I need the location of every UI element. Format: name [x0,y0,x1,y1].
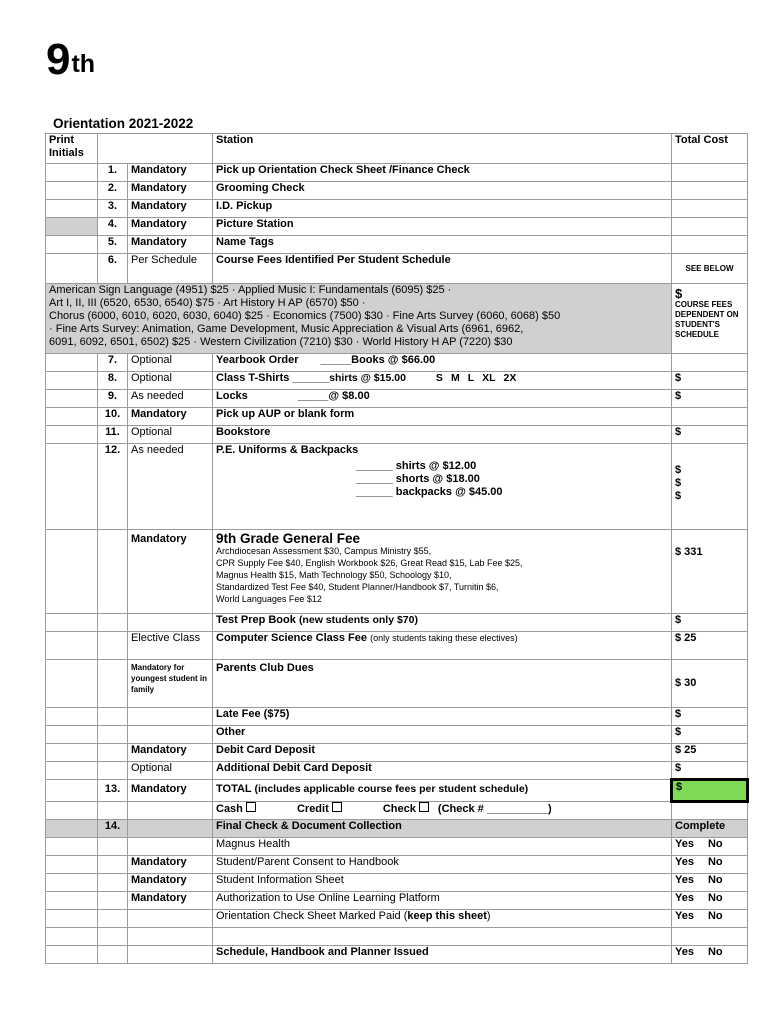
table-row: 5. Mandatory Name Tags [46,236,748,254]
table-row: Other $ [46,726,748,744]
initials-cell[interactable] [46,164,98,182]
initials-cell[interactable] [46,218,98,236]
initials-cell[interactable] [46,372,98,390]
cash-option[interactable]: Cash [216,803,256,815]
initials-cell[interactable] [46,780,98,802]
initials-cell[interactable] [46,910,98,928]
initials-cell[interactable] [46,802,98,820]
table-row: Late Fee ($75) $ [46,708,748,726]
initials-cell[interactable] [46,928,98,946]
initials-cell[interactable] [46,182,98,200]
orientation-check-sheet [45,133,749,964]
grade-number: 9 [46,35,71,84]
table-row: Mandatory Authorization to Use Online Learning Platform Yes No [46,892,748,910]
table-row: 2. Mandatory Grooming Check [46,182,748,200]
initials-cell[interactable] [46,408,98,426]
initials-cell[interactable] [46,838,98,856]
grade-suffix: th [71,50,96,78]
cost-cell[interactable] [672,164,748,182]
table-row: 11. Optional Bookstore $ [46,426,748,444]
cost-cell[interactable] [672,408,748,426]
table-row: 10. Mandatory Pick up AUP or blank form [46,408,748,426]
cost-cell[interactable] [672,200,748,218]
table-row: 1. Mandatory Pick up Orientation Check Sheet /Finance Check [46,164,748,182]
table-row: Mandatory for youngest student in family Parents Club Dues $ 30 [46,660,748,708]
table-row: Test Prep Book (new students only $70) $ [46,614,748,632]
initials-cell[interactable] [46,632,98,660]
table-row: Optional Additional Debit Card Deposit $ [46,762,748,780]
table-row: 9. As needed Locks _____@ $8.00 $ [46,390,748,408]
initials-cell[interactable] [46,614,98,632]
cost-cell[interactable] [672,354,748,372]
course-fee-note: COURSE FEES DEPENDENT ON STUDENT'S SCHEDULE [675,300,739,339]
orientation-title: Orientation 2021-2022 [53,116,194,131]
table-row: Mandatory Student Information Sheet Yes No [46,874,748,892]
general-fee-amount: $ 331 [675,546,703,558]
table-header [46,134,748,164]
credit-option[interactable]: Credit [297,803,342,815]
check-checkbox[interactable] [419,802,429,812]
course-fees-row [46,284,748,354]
table-row: 7. Optional Yearbook Order _____Books @ $66.00 [46,354,748,372]
table-row: 6. Per Schedule Course Fees Identified Per Student Schedule SEE BELOW [46,254,748,284]
cost-cell[interactable] [672,218,748,236]
initials-cell[interactable] [46,856,98,874]
credit-checkbox[interactable] [332,802,342,812]
initials-cell[interactable] [46,892,98,910]
header-initials: Print Initials [46,134,98,164]
table-row: 3. Mandatory I.D. Pickup [46,200,748,218]
header-station: Station [213,134,672,164]
see-below-note: SEE BELOW [685,264,734,273]
check-option[interactable]: Check [383,803,429,815]
initials-cell[interactable] [46,530,98,614]
table-row: 8. Optional Class T-Shirts ______shirts @ $15.00 S M L XL 2X $ [46,372,748,390]
initials-cell[interactable] [46,426,98,444]
table-row: Magnus Health Yes No [46,838,748,856]
grade-heading [46,35,96,84]
initials-cell[interactable] [46,660,98,708]
table-row: 4. Mandatory Picture Station [46,218,748,236]
initials-cell[interactable] [46,726,98,744]
table-row: Mandatory Debit Card Deposit $ 25 [46,744,748,762]
initials-cell[interactable] [46,946,98,964]
initials-cell[interactable] [46,762,98,780]
initials-cell[interactable] [46,254,98,284]
table-row: Schedule, Handbook and Planner Issued Yes No [46,946,748,964]
initials-cell[interactable] [46,444,98,530]
course-fee-list: American Sign Language (4951) $25 · Applied Music I: Fundamentals (6095) $25 · Art I, II, III (6520, 6530, 6540) $75 · Art History H AP (6570) $50 · Chorus (6000, 6010, 6020, 6030, 6040) $25 · Economics (7500) $30 · Fine Arts Survey (6060, 6068) $50 · Fine Arts Survey: Animation, Game Development, Music Appreciation & Visual Arts (6961, 6962, 6091, 6092, 6501, 6502) $25 · Western Civilization (7210) $30 · World History H AP (7220) $30 [46,284,672,354]
total-row: 13. Mandatory TOTAL (includes applicable course fees per student schedule) $ [46,780,748,802]
initials-cell[interactable] [46,236,98,254]
table-row: Orientation Check Sheet Marked Paid (keep this sheet) Yes No [46,910,748,928]
cost-cell[interactable] [672,236,748,254]
cash-checkbox[interactable] [246,802,256,812]
final-check-header: 14. Final Check & Document Collection Complete [46,820,748,838]
initials-cell[interactable] [46,744,98,762]
table-row [46,928,748,946]
table-row: Elective Class Computer Science Class Fee (only students taking these electives) $ 25 [46,632,748,660]
course-fee-cost[interactable]: $ COURSE FEES DEPENDENT ON STUDENT'S SCHEDULE [672,284,748,354]
table-row: Mandatory Student/Parent Consent to Handbook Yes No [46,856,748,874]
shirt-sizes: S M L XL 2X [435,372,517,384]
header-cost: Total Cost [672,134,748,164]
initials-cell[interactable] [46,354,98,372]
total-cost-cell[interactable]: $ [672,780,748,802]
payment-row: Cash Credit Check (Check # __________) [46,802,748,820]
table-row: 12. As needed P.E. Uniforms & Backpacks ______ shirts @ $12.00 ______ shorts @ $18.00 ______ backpacks @ $45.00 $ $ $ [46,444,748,530]
cost-cell[interactable] [672,182,748,200]
initials-cell[interactable] [46,390,98,408]
initials-cell[interactable] [46,708,98,726]
initials-cell[interactable] [46,874,98,892]
table-row: Mandatory 9th Grade General Fee Archdiocesan Assessment $30, Campus Ministry $55, CPR Supply Fee $40, English Workbook $26, Great Read $15, Lab Fee $25, Magnus Health $15, Math Technology $50, Schoology $10, Standardized Test Fee $40, Student Planner/Handbook $7, Turnitin $6, World Languages Fee $12 $ 331 [46,530,748,614]
initials-cell[interactable] [46,200,98,218]
